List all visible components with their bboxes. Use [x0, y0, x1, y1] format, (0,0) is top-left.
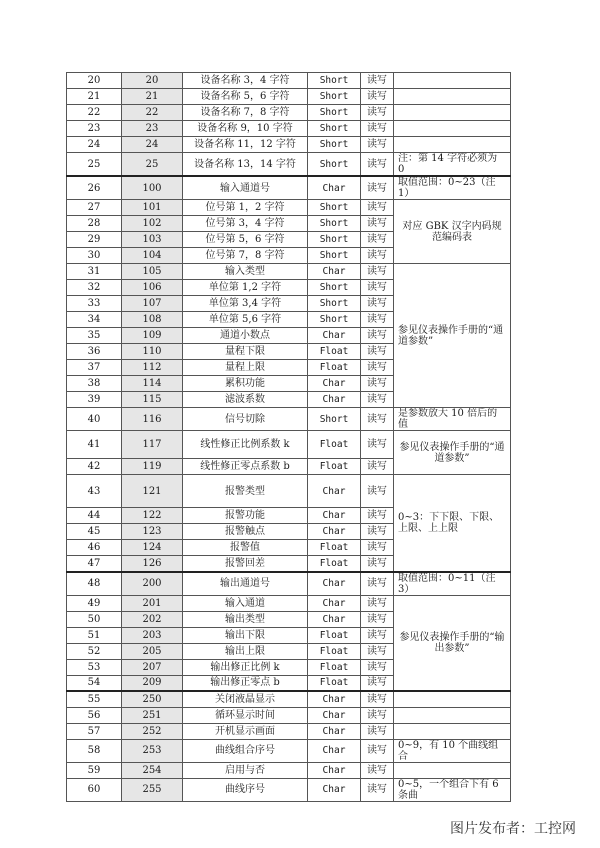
data-type: Float — [308, 675, 361, 691]
row-index: 46 — [67, 540, 122, 556]
access-mode: 读写 — [361, 475, 394, 508]
register-address: 117 — [122, 431, 183, 459]
parameter-name: 关闭液晶显示 — [183, 691, 308, 707]
row-index: 34 — [67, 312, 122, 328]
row-index: 45 — [67, 524, 122, 540]
data-type: Float — [308, 459, 361, 475]
access-mode: 读写 — [361, 408, 394, 431]
table-row — [67, 572, 511, 596]
data-type: Char — [308, 524, 361, 540]
parameter-name: 单位第 5,6 字符 — [183, 312, 308, 328]
table-row — [67, 264, 511, 280]
parameter-name: 位号第 7，8 字符 — [183, 248, 308, 264]
data-type: Short — [308, 232, 361, 248]
row-index: 21 — [67, 89, 122, 105]
note-cell: 对应 GBK 汉字内码规范编码表 — [394, 200, 511, 264]
row-index: 58 — [67, 739, 122, 762]
table-row — [67, 137, 511, 153]
note-cell: 取值范围：0~23（注 1） — [394, 176, 511, 200]
register-address: 209 — [122, 675, 183, 691]
data-type: Short — [308, 408, 361, 431]
parameter-name: 开机显示画面 — [183, 723, 308, 739]
access-mode: 读写 — [361, 121, 394, 137]
table-row — [67, 723, 511, 739]
row-index: 29 — [67, 232, 122, 248]
access-mode: 读写 — [361, 392, 394, 408]
data-type: Short — [308, 73, 361, 89]
data-type: Short — [308, 296, 361, 312]
register-address: 105 — [122, 264, 183, 280]
register-address: 101 — [122, 200, 183, 216]
parameter-name: 位号第 5，6 字符 — [183, 232, 308, 248]
register-address: 115 — [122, 392, 183, 408]
parameter-name: 循环显示时间 — [183, 707, 308, 723]
access-mode: 读写 — [361, 137, 394, 153]
note-cell: 参见仪表操作手册的“通道参数” — [394, 264, 511, 408]
parameter-name: 设备名称 13，14 字符 — [183, 153, 308, 177]
data-type: Char — [308, 392, 361, 408]
note-cell — [394, 723, 511, 739]
access-mode: 读写 — [361, 264, 394, 280]
note-cell: 0~9，有 10 个曲线组合 — [394, 739, 511, 762]
register-table-wrap — [66, 72, 511, 802]
parameter-name: 线性修正零点系数 b — [183, 459, 308, 475]
parameter-name: 输出通道号 — [183, 572, 308, 596]
access-mode: 读写 — [361, 572, 394, 596]
access-mode: 读写 — [361, 643, 394, 659]
access-mode: 读写 — [361, 296, 394, 312]
access-mode: 读写 — [361, 360, 394, 376]
row-index: 60 — [67, 778, 122, 801]
table-row — [67, 778, 511, 801]
access-mode: 读写 — [361, 762, 394, 778]
access-mode: 读写 — [361, 508, 394, 524]
register-address: 24 — [122, 137, 183, 153]
data-type: Float — [308, 556, 361, 572]
register-address: 202 — [122, 611, 183, 627]
data-type: Short — [308, 89, 361, 105]
register-address: 251 — [122, 707, 183, 723]
table-row — [67, 595, 511, 611]
data-type: Short — [308, 137, 361, 153]
access-mode: 读写 — [361, 540, 394, 556]
register-table-body — [67, 73, 511, 802]
access-mode: 读写 — [361, 280, 394, 296]
data-type: Char — [308, 691, 361, 707]
row-index: 42 — [67, 459, 122, 475]
data-type: Float — [308, 360, 361, 376]
row-index: 36 — [67, 344, 122, 360]
table-row — [67, 73, 511, 89]
parameter-name: 量程上限 — [183, 360, 308, 376]
parameter-name: 线性修正比例系数 k — [183, 431, 308, 459]
access-mode: 读写 — [361, 691, 394, 707]
access-mode: 读写 — [361, 200, 394, 216]
parameter-name: 单位第 3,4 字符 — [183, 296, 308, 312]
note-cell — [394, 89, 511, 105]
table-row — [67, 739, 511, 762]
row-index: 52 — [67, 643, 122, 659]
register-address: 114 — [122, 376, 183, 392]
register-address: 122 — [122, 508, 183, 524]
access-mode: 读写 — [361, 723, 394, 739]
row-index: 23 — [67, 121, 122, 137]
row-index: 53 — [67, 659, 122, 675]
data-type: Float — [308, 344, 361, 360]
data-type: Float — [308, 540, 361, 556]
note-cell: 参见仪表操作手册的“输出参数” — [394, 595, 511, 691]
data-type: Char — [308, 611, 361, 627]
row-index: 43 — [67, 475, 122, 508]
access-mode: 读写 — [361, 675, 394, 691]
publisher-watermark: 图片发布者：工控网 — [450, 821, 576, 837]
parameter-name: 输出类型 — [183, 611, 308, 627]
register-address: 22 — [122, 105, 183, 121]
note-cell — [394, 105, 511, 121]
register-address: 106 — [122, 280, 183, 296]
row-index: 44 — [67, 508, 122, 524]
access-mode: 读写 — [361, 459, 394, 475]
access-mode: 读写 — [361, 344, 394, 360]
register-address: 203 — [122, 627, 183, 643]
row-index: 48 — [67, 572, 122, 596]
row-index: 41 — [67, 431, 122, 459]
parameter-name: 输出修正零点 b — [183, 675, 308, 691]
data-type: Short — [308, 280, 361, 296]
data-type: Char — [308, 264, 361, 280]
table-row — [67, 691, 511, 707]
row-index: 32 — [67, 280, 122, 296]
row-index: 25 — [67, 153, 122, 177]
parameter-name: 设备名称 7，8 字符 — [183, 105, 308, 121]
parameter-name: 报警触点 — [183, 524, 308, 540]
register-address: 205 — [122, 643, 183, 659]
access-mode: 读写 — [361, 89, 394, 105]
register-address: 110 — [122, 344, 183, 360]
register-address: 21 — [122, 89, 183, 105]
data-type: Char — [308, 572, 361, 596]
parameter-name: 输入通道号 — [183, 176, 308, 200]
register-address: 253 — [122, 739, 183, 762]
parameter-name: 位号第 1，2 字符 — [183, 200, 308, 216]
note-cell: 0~3：下下限、下限、上限、上上限 — [394, 475, 511, 572]
register-address: 20 — [122, 73, 183, 89]
note-cell: 0~5，一个组合下有 6 条曲 — [394, 778, 511, 801]
row-index: 28 — [67, 216, 122, 232]
register-address: 108 — [122, 312, 183, 328]
note-cell — [394, 691, 511, 707]
access-mode: 读写 — [361, 778, 394, 801]
register-address: 201 — [122, 595, 183, 611]
note-cell — [394, 73, 511, 89]
note-cell — [394, 762, 511, 778]
row-index: 31 — [67, 264, 122, 280]
parameter-name: 量程下限 — [183, 344, 308, 360]
access-mode: 读写 — [361, 232, 394, 248]
row-index: 20 — [67, 73, 122, 89]
register-address: 250 — [122, 691, 183, 707]
data-type: Short — [308, 248, 361, 264]
access-mode: 读写 — [361, 556, 394, 572]
row-index: 40 — [67, 408, 122, 431]
data-type: Char — [308, 723, 361, 739]
register-address: 104 — [122, 248, 183, 264]
row-index: 24 — [67, 137, 122, 153]
table-row — [67, 89, 511, 105]
access-mode: 读写 — [361, 376, 394, 392]
data-type: Char — [308, 778, 361, 801]
parameter-name: 输入类型 — [183, 264, 308, 280]
register-address: 255 — [122, 778, 183, 801]
access-mode: 读写 — [361, 216, 394, 232]
data-type: Char — [308, 508, 361, 524]
parameter-name: 滤波系数 — [183, 392, 308, 408]
parameter-name: 设备名称 11，12 字符 — [183, 137, 308, 153]
parameter-name: 累积功能 — [183, 376, 308, 392]
table-row — [67, 200, 511, 216]
table-row — [67, 408, 511, 431]
row-index: 37 — [67, 360, 122, 376]
access-mode: 读写 — [361, 312, 394, 328]
register-address: 123 — [122, 524, 183, 540]
register-address: 100 — [122, 176, 183, 200]
row-index: 33 — [67, 296, 122, 312]
register-table — [66, 72, 511, 802]
parameter-name: 报警功能 — [183, 508, 308, 524]
note-cell — [394, 121, 511, 137]
table-row — [67, 121, 511, 137]
parameter-name: 单位第 1,2 字符 — [183, 280, 308, 296]
access-mode: 读写 — [361, 659, 394, 675]
register-address: 102 — [122, 216, 183, 232]
access-mode: 读写 — [361, 627, 394, 643]
access-mode: 读写 — [361, 707, 394, 723]
note-cell — [394, 707, 511, 723]
parameter-name: 输入通道 — [183, 595, 308, 611]
parameter-name: 报警类型 — [183, 475, 308, 508]
data-type: Char — [308, 739, 361, 762]
row-index: 30 — [67, 248, 122, 264]
parameter-name: 信号切除 — [183, 408, 308, 431]
table-row — [67, 762, 511, 778]
data-type: Short — [308, 312, 361, 328]
table-row — [67, 176, 511, 200]
table-row — [67, 707, 511, 723]
parameter-name: 报警值 — [183, 540, 308, 556]
row-index: 56 — [67, 707, 122, 723]
row-index: 27 — [67, 200, 122, 216]
register-address: 252 — [122, 723, 183, 739]
note-cell: 取值范围：0~11（注 3） — [394, 572, 511, 596]
register-address: 103 — [122, 232, 183, 248]
data-type: Char — [308, 762, 361, 778]
access-mode: 读写 — [361, 248, 394, 264]
parameter-name: 输出下限 — [183, 627, 308, 643]
note-cell — [394, 137, 511, 153]
data-type: Char — [308, 475, 361, 508]
parameter-name: 曲线序号 — [183, 778, 308, 801]
note-cell: 注：第 14 字符必须为 0 — [394, 153, 511, 177]
data-type: Float — [308, 643, 361, 659]
row-index: 39 — [67, 392, 122, 408]
parameter-name: 启用与否 — [183, 762, 308, 778]
row-index: 35 — [67, 328, 122, 344]
register-address: 254 — [122, 762, 183, 778]
row-index: 47 — [67, 556, 122, 572]
table-row — [67, 153, 511, 177]
note-cell: 参见仪表操作手册的“通道参数” — [394, 431, 511, 475]
access-mode: 读写 — [361, 524, 394, 540]
row-index: 26 — [67, 176, 122, 200]
row-index: 57 — [67, 723, 122, 739]
access-mode: 读写 — [361, 431, 394, 459]
row-index: 50 — [67, 611, 122, 627]
row-index: 51 — [67, 627, 122, 643]
row-index: 22 — [67, 105, 122, 121]
data-type: Char — [308, 707, 361, 723]
parameter-name: 输出上限 — [183, 643, 308, 659]
data-type: Short — [308, 105, 361, 121]
note-cell: 是参数放大 10 倍后的值 — [394, 408, 511, 431]
data-type: Char — [308, 376, 361, 392]
register-address: 25 — [122, 153, 183, 177]
row-index: 38 — [67, 376, 122, 392]
data-type: Float — [308, 627, 361, 643]
register-address: 207 — [122, 659, 183, 675]
register-address: 109 — [122, 328, 183, 344]
register-address: 121 — [122, 475, 183, 508]
access-mode: 读写 — [361, 595, 394, 611]
parameter-name: 设备名称 9，10 字符 — [183, 121, 308, 137]
data-type: Char — [308, 595, 361, 611]
parameter-name: 输出修正比例 k — [183, 659, 308, 675]
register-address: 200 — [122, 572, 183, 596]
parameter-name: 曲线组合序号 — [183, 739, 308, 762]
data-type: Short — [308, 216, 361, 232]
data-type: Char — [308, 328, 361, 344]
row-index: 49 — [67, 595, 122, 611]
row-index: 59 — [67, 762, 122, 778]
parameter-name: 设备名称 3，4 字符 — [183, 73, 308, 89]
data-type: Float — [308, 431, 361, 459]
register-address: 23 — [122, 121, 183, 137]
data-type: Char — [308, 176, 361, 200]
register-address: 112 — [122, 360, 183, 376]
data-type: Short — [308, 200, 361, 216]
access-mode: 读写 — [361, 176, 394, 200]
data-type: Float — [308, 659, 361, 675]
register-address: 107 — [122, 296, 183, 312]
parameter-name: 设备名称 5，6 字符 — [183, 89, 308, 105]
register-address: 124 — [122, 540, 183, 556]
access-mode: 读写 — [361, 153, 394, 177]
access-mode: 读写 — [361, 73, 394, 89]
access-mode: 读写 — [361, 328, 394, 344]
parameter-name: 报警回差 — [183, 556, 308, 572]
parameter-name: 位号第 3，4 字符 — [183, 216, 308, 232]
table-row — [67, 475, 511, 508]
row-index: 55 — [67, 691, 122, 707]
row-index: 54 — [67, 675, 122, 691]
table-row — [67, 431, 511, 459]
data-type: Short — [308, 121, 361, 137]
access-mode: 读写 — [361, 611, 394, 627]
register-address: 126 — [122, 556, 183, 572]
register-address: 119 — [122, 459, 183, 475]
access-mode: 读写 — [361, 105, 394, 121]
register-address: 116 — [122, 408, 183, 431]
access-mode: 读写 — [361, 739, 394, 762]
parameter-name: 通道小数点 — [183, 328, 308, 344]
data-type: Short — [308, 153, 361, 177]
table-row — [67, 105, 511, 121]
